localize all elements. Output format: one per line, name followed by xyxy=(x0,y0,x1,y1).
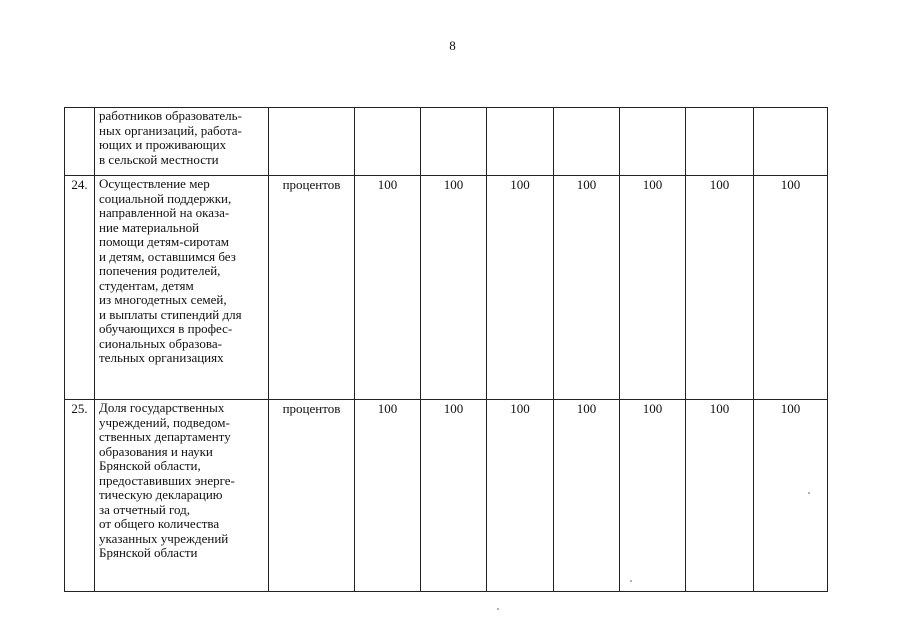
value-cell: 100 xyxy=(754,400,828,592)
scan-speck xyxy=(808,492,810,494)
value-cell: 100 xyxy=(554,400,620,592)
value-cell xyxy=(620,108,686,176)
value-cell: 100 xyxy=(620,176,686,400)
value-cell: 100 xyxy=(686,176,754,400)
value-cell: 100 xyxy=(355,400,421,592)
table-row xyxy=(65,108,828,176)
scan-speck xyxy=(497,608,499,610)
value-cell: 100 xyxy=(686,400,754,592)
indicator-description: Осуществление мер социальной поддержки, направленной на оказа- ние материальной помощи детям-сиротам и детям, оставшимся без попечения родителей, студентам, детям из многодетных семей, и выплаты стипендий для обучающихся в профес- сиональных образова- тельных организациях xyxy=(95,176,269,400)
scan-speck xyxy=(630,580,632,582)
unit-cell: процентов xyxy=(269,176,355,400)
value-cell xyxy=(686,108,754,176)
page-number: 8 xyxy=(449,38,456,53)
value-cell: 100 xyxy=(754,176,828,400)
value-cell: 100 xyxy=(421,176,487,400)
value-cell: 100 xyxy=(421,400,487,592)
value-cell xyxy=(421,108,487,176)
row-number xyxy=(65,108,95,176)
value-cell: 100 xyxy=(355,176,421,400)
row-number: 25. xyxy=(65,400,95,592)
indicator-description: работников образователь- ных организаций, работа- ющих и проживающих в сельской местности xyxy=(95,108,269,176)
value-cell xyxy=(487,108,554,176)
value-cell: 100 xyxy=(487,176,554,400)
table-row xyxy=(65,176,828,400)
value-cell: 100 xyxy=(620,400,686,592)
value-cell xyxy=(554,108,620,176)
value-cell xyxy=(754,108,828,176)
value-cell: 100 xyxy=(554,176,620,400)
indicator-description: Доля государственных учреждений, подведом- ственных департаменту образования и науки Брянской области, предоставивших энерге- тическую декларацию за отчетный год, от общего количества указанных учреждений Брянской области xyxy=(95,400,269,592)
indicators-table xyxy=(64,107,828,592)
table-row xyxy=(65,400,828,592)
row-number: 24. xyxy=(65,176,95,400)
unit-cell xyxy=(269,108,355,176)
value-cell: 100 xyxy=(487,400,554,592)
value-cell xyxy=(355,108,421,176)
unit-cell: процентов xyxy=(269,400,355,592)
